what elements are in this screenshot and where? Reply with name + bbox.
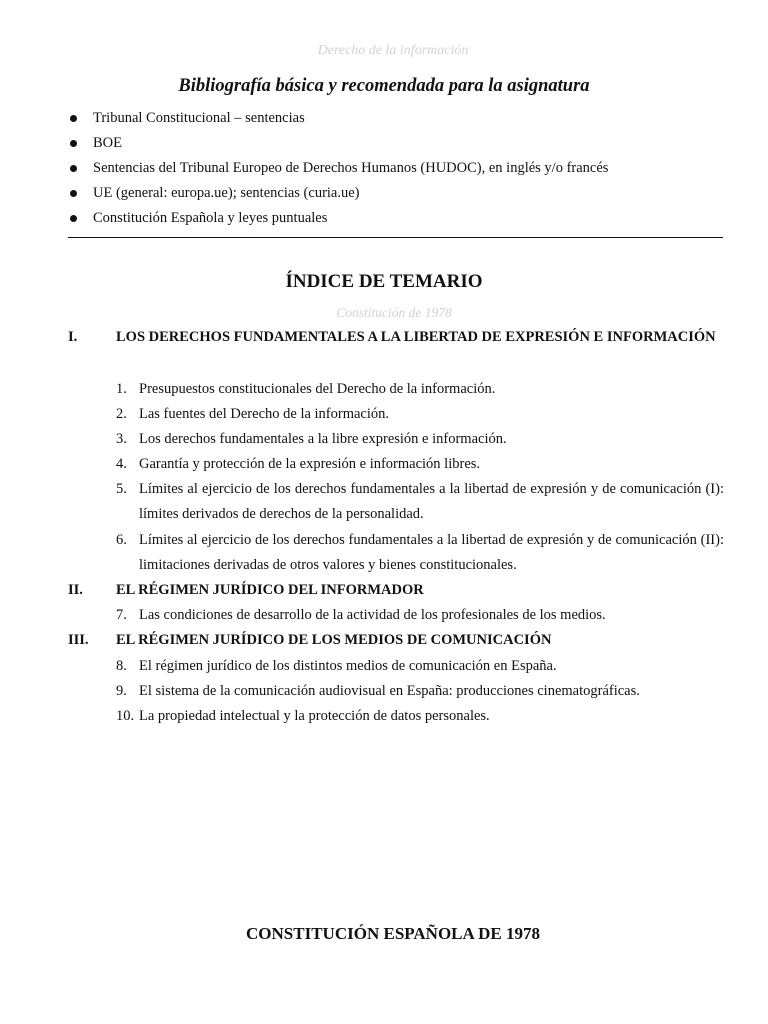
item-number: 4.	[116, 456, 127, 472]
divider	[68, 237, 723, 238]
index-subtitle: Constitución de 1978	[336, 305, 452, 320]
list-item	[116, 654, 724, 679]
item-text: La propiedad intelectual y la protección de datos personales.	[139, 708, 490, 724]
list-item	[116, 704, 724, 729]
bullet-icon	[70, 140, 77, 147]
item-text: El sistema de la comunicación audiovisual en España: producciones cinematográficas.	[139, 683, 640, 699]
bibliography-list	[68, 108, 608, 233]
item-number: 7.	[116, 607, 127, 623]
list-item	[116, 402, 724, 427]
list-item	[116, 679, 724, 704]
item-number: 5.	[116, 481, 127, 497]
list-item: Sentencias del Tribunal Europeo de Derechos Humanos (HUDOC), en inglés y/o francés	[68, 158, 608, 183]
list-item: Tribunal Constitucional – sentencias	[68, 108, 608, 133]
item-number: 8.	[116, 658, 127, 674]
bibliography-title: Bibliografía básica y recomendada para la asignatura	[178, 76, 590, 96]
section-heading	[68, 325, 723, 350]
section-heading	[68, 578, 723, 603]
list-item	[116, 603, 724, 628]
item-text: Las condiciones de desarrollo de la actividad de los profesionales de los medios.	[139, 607, 606, 623]
item-text: Límites al ejercicio de los derechos fundamentales a la libertad de expresión y de comunicación (II): limitaciones derivadas de otros valores y bienes constitucionales.	[139, 532, 724, 573]
item-number: 2.	[116, 406, 127, 422]
section-number: I.	[68, 329, 78, 345]
item-text: Los derechos fundamentales a la libre expresión e información.	[139, 431, 507, 447]
bullet-icon	[70, 115, 77, 122]
section-number: II.	[68, 582, 83, 598]
list-item	[116, 528, 724, 578]
list-item	[116, 427, 724, 452]
section-title: EL RÉGIMEN JURÍDICO DEL INFORMADOR	[116, 582, 424, 598]
section-title: LOS DERECHOS FUNDAMENTALES A LA LIBERTAD DE EXPRESIÓN E INFORMACIÓN	[116, 329, 716, 345]
item-number: 6.	[116, 532, 127, 548]
list-item	[116, 477, 724, 527]
section-number: III.	[68, 632, 89, 648]
section-heading	[68, 628, 723, 653]
section-title: EL RÉGIMEN JURÍDICO DE LOS MEDIOS DE COMUNICACIÓN	[116, 632, 552, 648]
list-item: BOE	[68, 133, 608, 158]
item-text: Presupuestos constitucionales del Derecho de la información.	[139, 381, 496, 397]
item-text: El régimen jurídico de los distintos medios de comunicación en España.	[139, 658, 557, 674]
bullet-icon	[70, 215, 77, 222]
item-number: 1.	[116, 381, 127, 397]
item-number: 3.	[116, 431, 127, 447]
item-text: Límites al ejercicio de los derechos fundamentales a la libertad de expresión y de comunicación (I): límites derivados de derechos de la personalidad.	[139, 481, 724, 522]
list-item	[116, 377, 724, 402]
item-text: Las fuentes del Derecho de la información.	[139, 406, 390, 422]
bullet-icon	[70, 190, 77, 197]
item-text: Garantía y protección de la expresión e información libres.	[139, 456, 481, 472]
index-title: ÍNDICE DE TEMARIO	[285, 271, 483, 292]
list-item: UE (general: europa.ue); sentencias (curia.ue)	[68, 183, 608, 208]
item-number: 9.	[116, 683, 127, 699]
footer-title: CONSTITUCIÓN ESPAÑOLA DE 1978	[246, 924, 540, 943]
item-number: 10.	[116, 708, 135, 724]
list-item: Constitución Española y leyes puntuales	[68, 208, 608, 233]
page-header: Derecho de la información	[317, 43, 469, 58]
bullet-icon	[70, 165, 77, 172]
list-item	[116, 452, 724, 477]
